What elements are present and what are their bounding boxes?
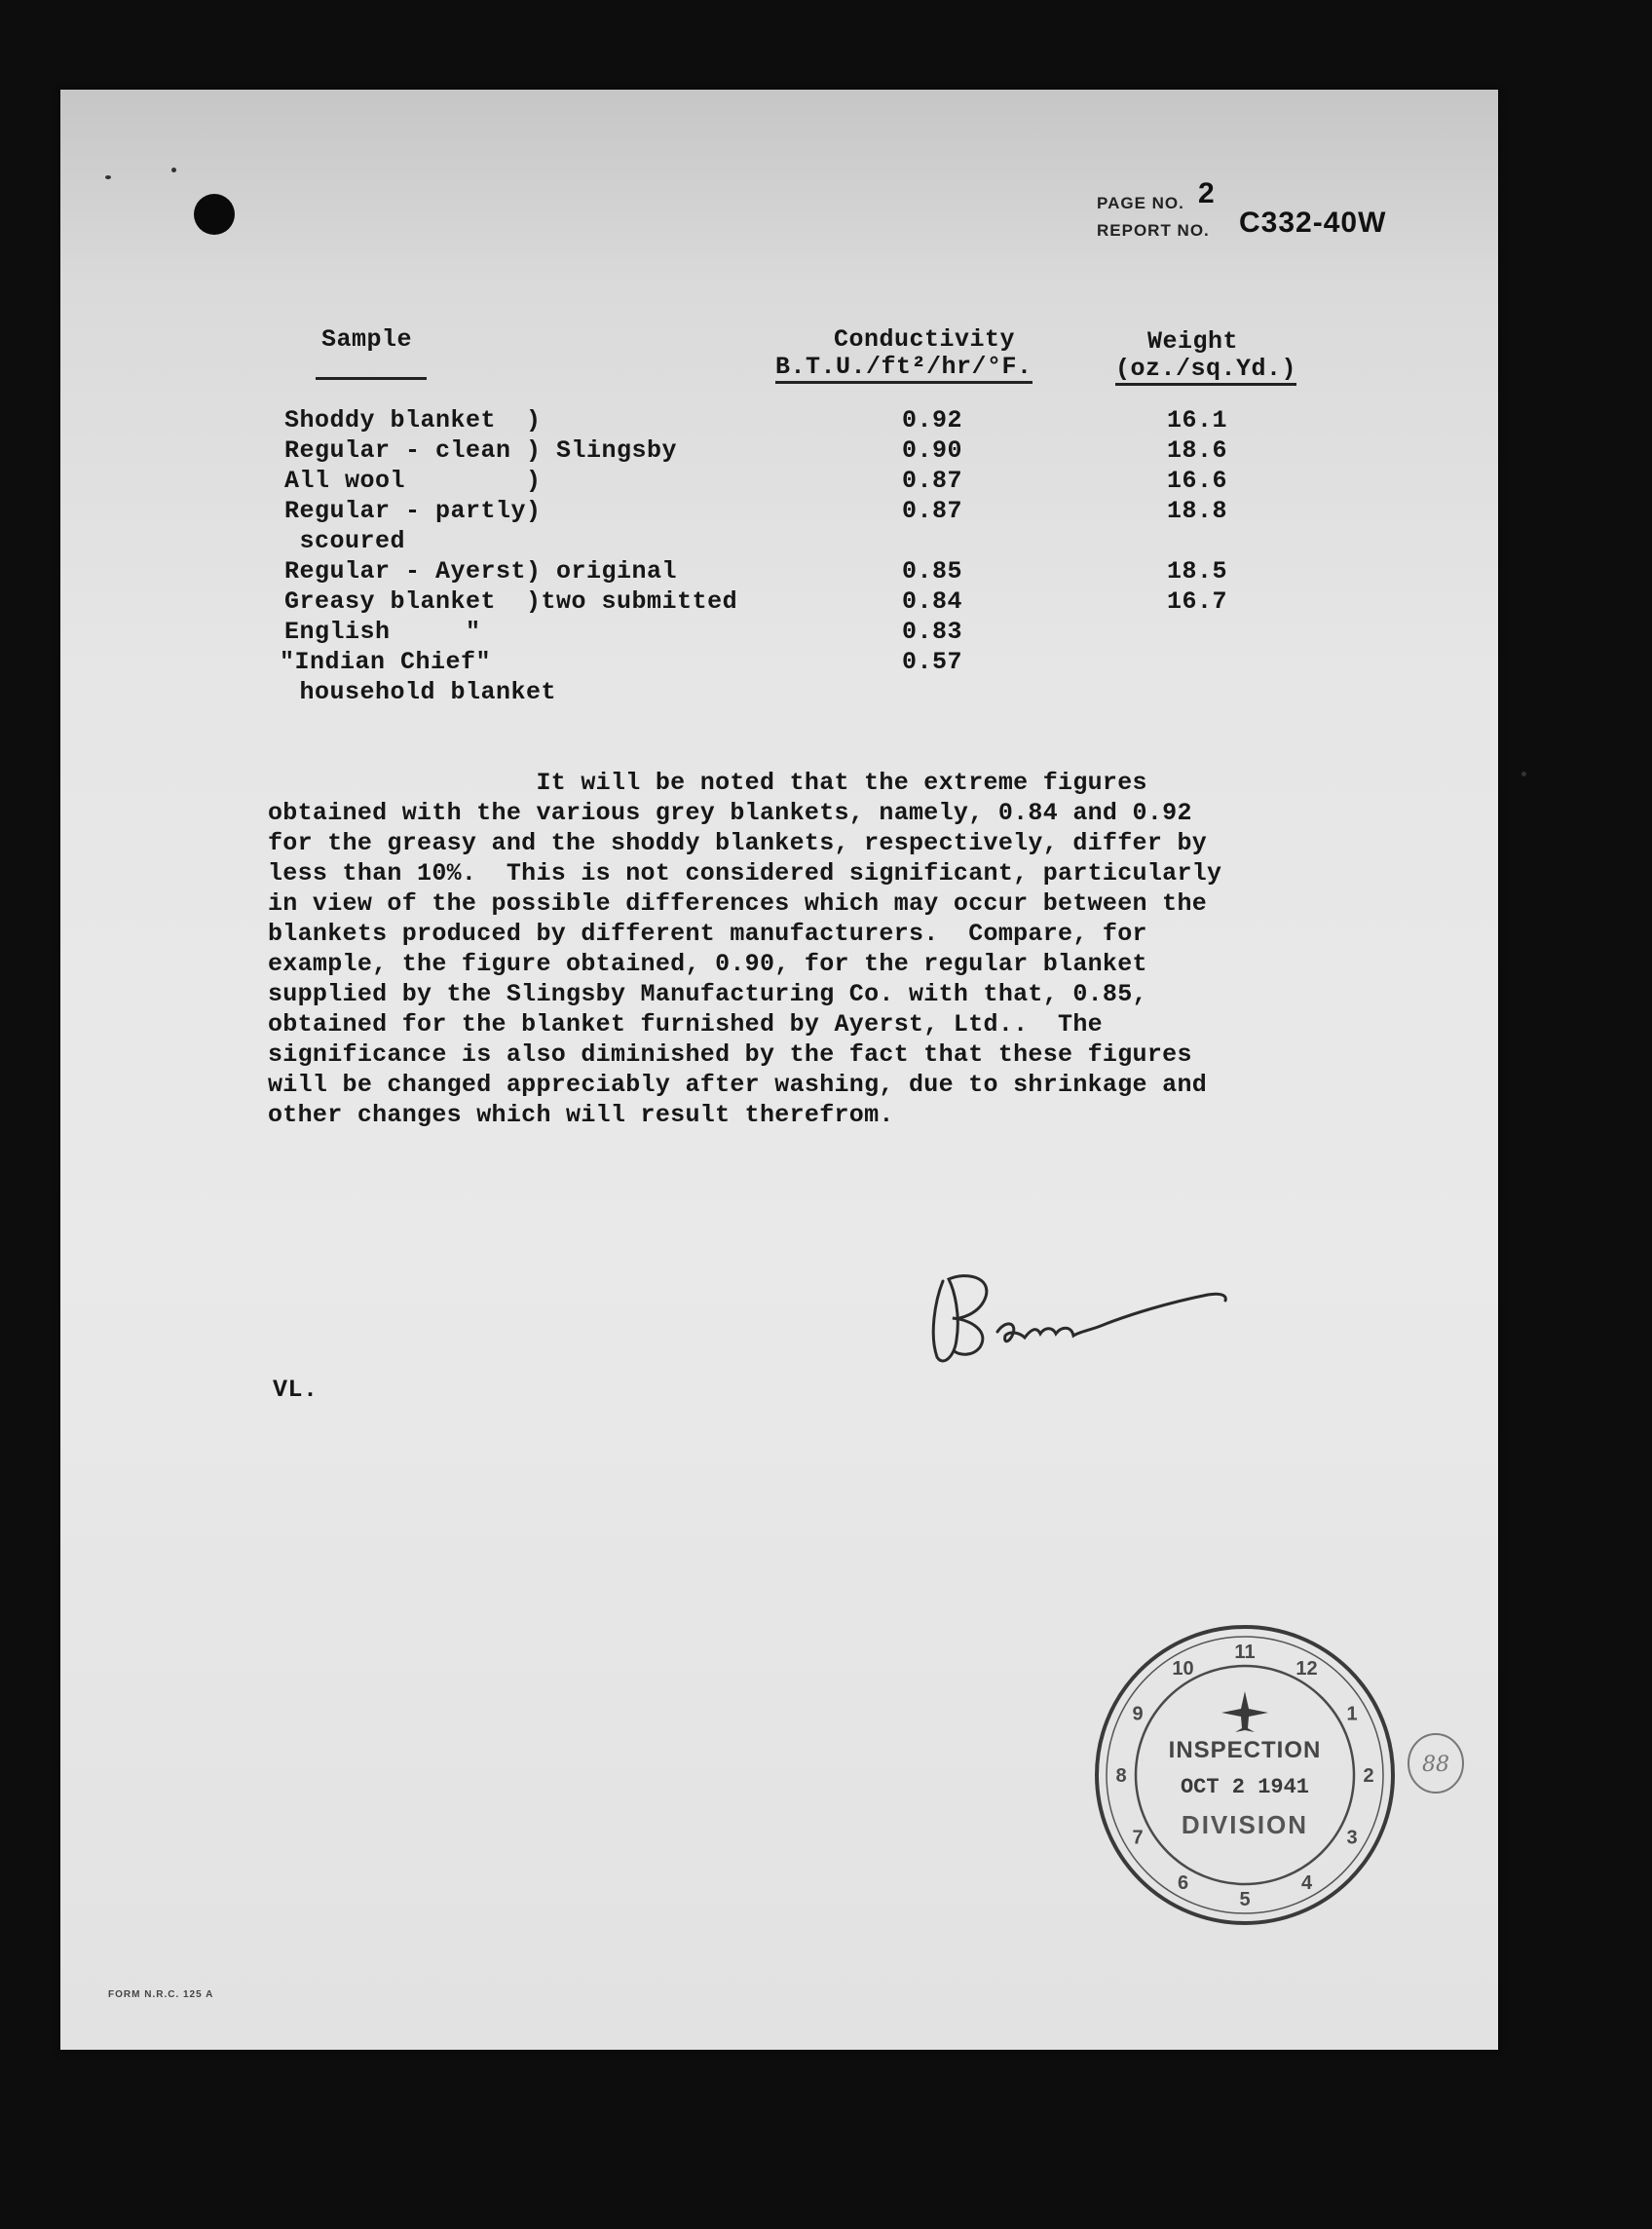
paragraph-line: example, the figure obtained, 0.90, for the regular blanket (268, 950, 1147, 978)
conductivity-cell: 0.85 (902, 557, 963, 586)
speck (105, 175, 111, 179)
page-number-label: PAGE NO. (1097, 194, 1184, 212)
stamp-line-division: DIVISION (1181, 1810, 1309, 1839)
stamp-ring-number: 4 (1300, 1872, 1313, 1894)
paragraph-line: It will be noted that the extreme figures (268, 769, 1147, 797)
stamp-line-inspection: INSPECTION (1168, 1737, 1322, 1763)
typist-initials: VL. (273, 1376, 319, 1404)
paragraph-line: blankets produced by different manufacturers. Compare, for (268, 920, 1147, 948)
sample-cell: "Indian Chief" (280, 648, 492, 676)
weight-cell: 16.7 (1167, 587, 1228, 616)
sample-cell: English " (284, 618, 481, 646)
airplane-icon (1221, 1691, 1268, 1732)
paragraph-line: obtained with the various grey blankets, namely, 0.84 and 0.92 (268, 799, 1192, 827)
column-header-weight-units: (oz./sq.Yd.) (1115, 355, 1296, 386)
sample-cell: household blanket (284, 678, 557, 706)
stamp-ring-number: 11 (1234, 1642, 1256, 1663)
inspection-division-stamp (1089, 1619, 1401, 1931)
sample-cell: Shoddy blanket ) (284, 406, 542, 434)
weight-cell: 18.5 (1167, 557, 1228, 586)
paragraph-line: other changes which will result therefrom. (268, 1101, 894, 1129)
weight-cell: 18.8 (1167, 497, 1228, 525)
stamp-ring-number: 10 (1172, 1658, 1194, 1680)
form-number: FORM N.R.C. 125 A (108, 1989, 214, 2000)
column-header-conductivity: Conductivity (834, 325, 1016, 354)
conductivity-cell: 0.83 (902, 618, 963, 646)
weight-cell: 18.6 (1167, 436, 1228, 465)
conductivity-cell: 0.87 (902, 497, 963, 525)
paragraph-line: will be changed appreciably after washing, due to shrinkage and (268, 1071, 1208, 1099)
stamp-ring-number: 9 (1132, 1703, 1144, 1725)
paragraph-line: significance is also diminished by the fact that these figures (268, 1040, 1192, 1069)
sample-cell: Regular - partly) (284, 497, 542, 525)
sample-header-underline (316, 377, 427, 380)
sample-cell: Greasy blanket )two submitted (284, 587, 738, 616)
conductivity-cell: 0.92 (902, 406, 963, 434)
page-number-value: 2 (1198, 177, 1215, 209)
column-header-conductivity-units: B.T.U./ft²/hr/°F. (775, 353, 1032, 384)
column-header-weight: Weight (1147, 327, 1239, 356)
stamp-ring-number: 6 (1177, 1872, 1189, 1894)
stamp-ring-number: 1 (1346, 1703, 1358, 1725)
conductivity-cell: 0.57 (902, 648, 963, 676)
conductivity-cell: 0.84 (902, 587, 963, 616)
stamp-ring-number: 12 (1295, 1658, 1318, 1680)
stamp-ring-number: 5 (1239, 1889, 1251, 1910)
paragraph-line: supplied by the Slingsby Manufacturing Co. with that, 0.85, (268, 980, 1147, 1008)
stamp-ring-number: 3 (1346, 1827, 1358, 1849)
weight-cell: 16.6 (1167, 467, 1228, 495)
paragraph-line: for the greasy and the shoddy blankets, respectively, differ by (268, 829, 1208, 857)
sample-cell: Regular - clean ) Slingsby (284, 436, 678, 465)
stamp-line-date: OCT 2 1941 (1180, 1775, 1310, 1799)
stamp-ring-number: 7 (1132, 1827, 1144, 1849)
stamp-ring-number: 2 (1363, 1765, 1374, 1787)
speck (171, 168, 176, 172)
speck (1521, 772, 1526, 776)
sample-cell: scoured (284, 527, 406, 555)
sample-cell: All wool ) (284, 467, 542, 495)
conductivity-cell: 0.90 (902, 436, 963, 465)
handwritten-signature (916, 1242, 1247, 1379)
report-number-value: C332-40W (1239, 207, 1387, 239)
stamp-ring-number: 8 (1115, 1765, 1127, 1787)
report-number-label: REPORT NO. (1097, 221, 1210, 240)
paragraph-line: less than 10%. This is not considered significant, particularly (268, 859, 1222, 888)
weight-cell: 16.1 (1167, 406, 1228, 434)
page-mark-number: 88 (1422, 1753, 1449, 1777)
circled-page-mark (1403, 1730, 1469, 1796)
paragraph-line: in view of the possible differences which may occur between the (268, 889, 1208, 918)
conductivity-cell: 0.87 (902, 467, 963, 495)
column-header-sample: Sample (321, 325, 413, 354)
punch-hole (194, 194, 235, 235)
sample-cell: Regular - Ayerst) original (284, 557, 678, 586)
paragraph-line: obtained for the blanket furnished by Ayerst, Ltd.. The (268, 1010, 1103, 1039)
